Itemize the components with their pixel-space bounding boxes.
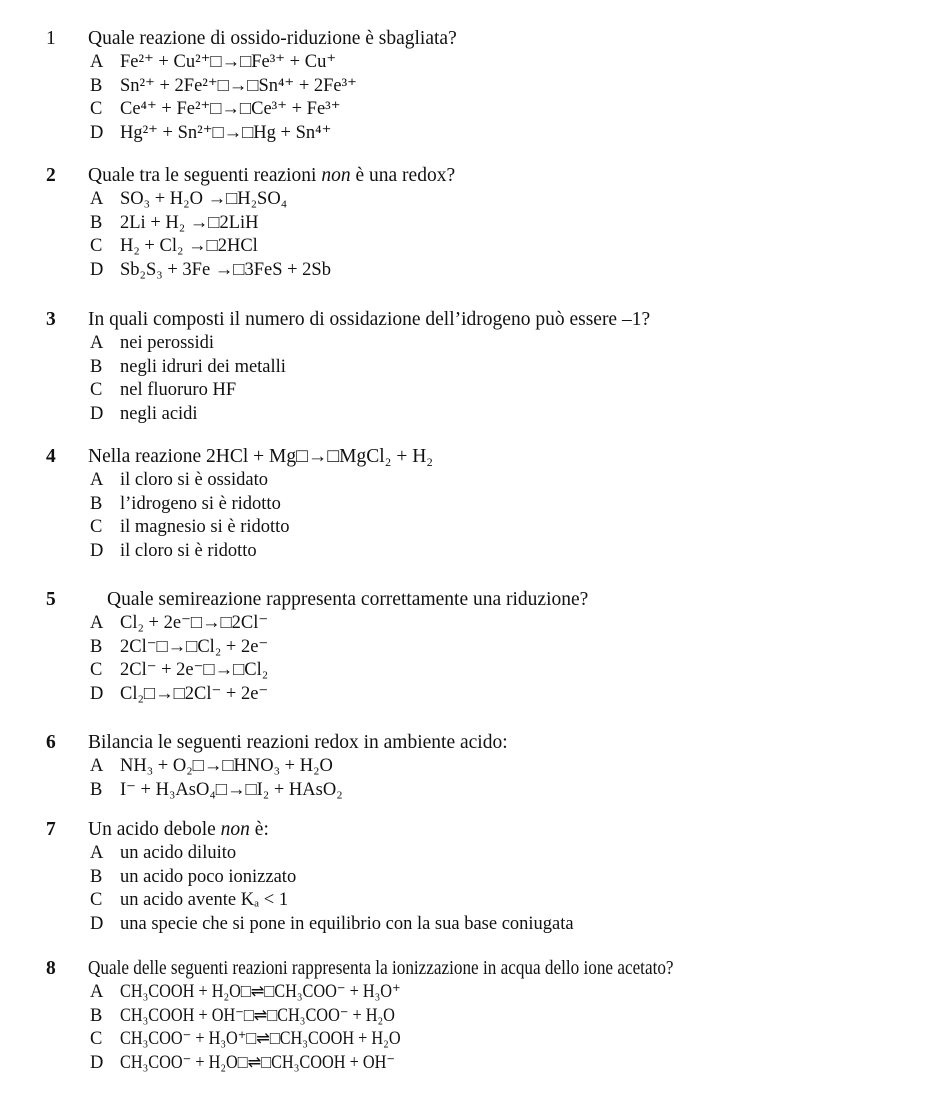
option-text: il magnesio si è ridotto — [120, 517, 290, 538]
option-letter: D — [90, 123, 104, 144]
answer-option-d — [0, 403, 927, 427]
question-2 — [0, 163, 927, 283]
question-text-after: è: — [249, 819, 269, 840]
question-text — [88, 163, 455, 188]
answer-option-b — [0, 866, 927, 890]
option-text: NH₃ + O₂□→□HNO₃ + H₂O — [120, 756, 333, 776]
answer-option-c — [0, 659, 927, 683]
option-letter: C — [90, 99, 103, 120]
question-number: 3 — [46, 309, 56, 330]
option-text: CH₃COO⁻ + H₂O□⇌□CH₃COOH + OH⁻ — [120, 1053, 395, 1074]
option-letter: B — [90, 356, 103, 377]
option-letter: C — [90, 1029, 103, 1050]
answer-option-a — [0, 188, 927, 212]
question-text: In quali composti il numero di ossidazione dell’idrogeno può essere –1? — [88, 309, 651, 330]
option-text: un acido avente Kₐ < 1 — [120, 890, 289, 911]
option-letter: B — [90, 636, 103, 657]
question-number: 5 — [46, 589, 56, 610]
question-number: 2 — [46, 165, 56, 186]
option-text: Fe²⁺ + Cu²⁺□→□Fe³⁺ + Cu⁺ — [120, 52, 337, 72]
option-text: Sn²⁺ + 2Fe²⁺□→□Sn⁴⁺ + 2Fe³⁺ — [120, 75, 357, 96]
option-text: 2Li + H₂ →□2LiH — [120, 212, 259, 233]
answer-option-b — [0, 1005, 927, 1029]
option-letter: A — [90, 52, 104, 72]
question-text-after: è una redox? — [350, 165, 456, 186]
option-letter: B — [90, 866, 103, 887]
option-letter: D — [90, 260, 104, 281]
option-letter: A — [90, 470, 104, 490]
option-letter: B — [90, 212, 103, 233]
answer-option-b — [0, 212, 927, 236]
question-line — [0, 817, 927, 842]
option-letter: B — [90, 75, 103, 96]
option-letter: A — [90, 756, 104, 776]
option-text: SO₃ + H₂O →□H₂SO₄ — [120, 189, 288, 209]
answer-option-a — [0, 612, 927, 636]
option-text: un acido diluito — [120, 843, 237, 863]
question-text-italic: non — [220, 819, 250, 840]
answer-option-c — [0, 889, 927, 913]
option-text: un acido poco ionizzato — [120, 866, 297, 887]
question-6 — [0, 730, 927, 802]
option-text: CH₃COO⁻ + H₃O⁺□⇌□CH₃COOH + H₂O — [120, 1029, 401, 1050]
answer-option-b — [0, 636, 927, 660]
option-letter: D — [90, 914, 104, 935]
answer-option-b — [0, 779, 927, 803]
question-line — [0, 730, 927, 755]
answer-option-a — [0, 51, 927, 75]
answer-option-d — [0, 540, 927, 564]
option-letter: A — [90, 843, 104, 863]
question-text: Nella reazione 2HCl + Mg□→□MgCl₂ + H₂ — [88, 446, 434, 467]
question-line — [0, 163, 927, 188]
option-letter: C — [90, 236, 103, 257]
option-letter: B — [90, 493, 103, 514]
question-text-italic: non — [321, 165, 351, 186]
answer-option-b — [0, 493, 927, 517]
question-number: 4 — [46, 446, 56, 467]
answer-option-d — [0, 1052, 927, 1076]
answer-option-c — [0, 98, 927, 122]
question-8 — [0, 956, 927, 1076]
option-text: 2Cl⁻ + 2e⁻□→□Cl₂ — [120, 660, 269, 681]
option-letter: A — [90, 189, 104, 209]
option-letter: C — [90, 660, 103, 681]
option-text: Ce⁴⁺ + Fe²⁺□→□Ce³⁺ + Fe³⁺ — [120, 99, 341, 120]
question-number: 6 — [46, 732, 56, 753]
option-letter: D — [90, 541, 104, 562]
answer-option-d — [0, 122, 927, 146]
option-text: nel fluoruro HF — [120, 380, 237, 401]
option-letter: C — [90, 517, 103, 538]
answer-option-c — [0, 516, 927, 540]
answer-option-a — [0, 842, 927, 866]
option-text: una specie che si pone in equilibrio con la sua base coniugata — [120, 914, 574, 935]
question-line — [0, 307, 927, 332]
answer-option-a — [0, 332, 927, 356]
answer-option-c — [0, 235, 927, 259]
answer-option-d — [0, 259, 927, 283]
question-7 — [0, 817, 927, 937]
option-letter: B — [90, 1005, 103, 1026]
answer-option-d — [0, 683, 927, 707]
option-text: Cl₂□→□2Cl⁻ + 2e⁻ — [120, 684, 269, 705]
question-text: Bilancia le seguenti reazioni redox in ambiente acido: — [88, 732, 508, 753]
option-letter: C — [90, 380, 103, 401]
answer-option-c — [0, 1028, 927, 1052]
option-text: Hg²⁺ + Sn²⁺□→□Hg + Sn⁴⁺ — [120, 123, 332, 144]
answer-option-b — [0, 356, 927, 380]
question-text-before: Quale tra le seguenti reazioni — [88, 165, 322, 186]
option-letter: A — [90, 982, 104, 1002]
answer-option-b — [0, 75, 927, 99]
answer-option-a — [0, 981, 927, 1005]
question-line — [0, 26, 927, 51]
option-text: nei perossidi — [120, 333, 215, 353]
question-text: Quale delle seguenti reazioni rappresenta la ionizzazione in acqua dello ione acetato? — [88, 958, 674, 979]
option-letter: D — [90, 684, 104, 705]
question-5 — [0, 587, 927, 707]
option-text: negli idruri dei metalli — [120, 356, 286, 377]
question-number: 1 — [46, 28, 56, 49]
answer-option-a — [0, 469, 927, 493]
option-text: negli acidi — [120, 404, 198, 425]
answer-option-c — [0, 379, 927, 403]
question-1 — [0, 26, 927, 146]
option-letter: A — [90, 613, 104, 633]
option-text: 2Cl⁻□→□Cl₂ + 2e⁻ — [120, 636, 269, 657]
option-text: l’idrogeno si è ridotto — [120, 493, 281, 514]
option-text: CH₃COOH + OH⁻□⇌□CH₃COO⁻ + H₂O — [120, 1005, 395, 1026]
option-letter: D — [90, 1053, 104, 1074]
option-text: il cloro si è ridotto — [120, 541, 257, 562]
option-text: I⁻ + H₃AsO₄□→□I₂ + HAsO₂ — [120, 779, 343, 800]
question-line — [0, 956, 927, 981]
question-number: 7 — [46, 819, 56, 840]
option-letter: B — [90, 779, 103, 800]
question-text: Quale reazione di ossido-riduzione è sbagliata? — [88, 28, 457, 49]
question-text-before: Un acido debole — [88, 819, 221, 840]
question-line — [0, 587, 927, 612]
option-text: CH₃COOH + H₂O□⇌□CH₃COO⁻ + H₃O⁺ — [120, 982, 401, 1002]
question-3 — [0, 307, 927, 427]
question-number: 8 — [46, 958, 56, 979]
question-text: Quale semireazione rappresenta correttamente una riduzione? — [107, 589, 589, 610]
option-letter: D — [90, 404, 104, 425]
option-text: Sb₂S₃ + 3Fe →□3FeS + 2Sb — [120, 260, 331, 281]
option-text: H₂ + Cl₂ →□2HCl — [120, 236, 258, 257]
question-4 — [0, 444, 927, 564]
option-letter: C — [90, 890, 103, 911]
option-text: Cl₂ + 2e⁻□→□2Cl⁻ — [120, 613, 269, 633]
answer-option-d — [0, 913, 927, 937]
option-text: il cloro si è ossidato — [120, 470, 268, 490]
answer-option-a — [0, 755, 927, 779]
question-text — [88, 817, 269, 842]
option-letter: A — [90, 333, 104, 353]
question-line — [0, 444, 927, 469]
